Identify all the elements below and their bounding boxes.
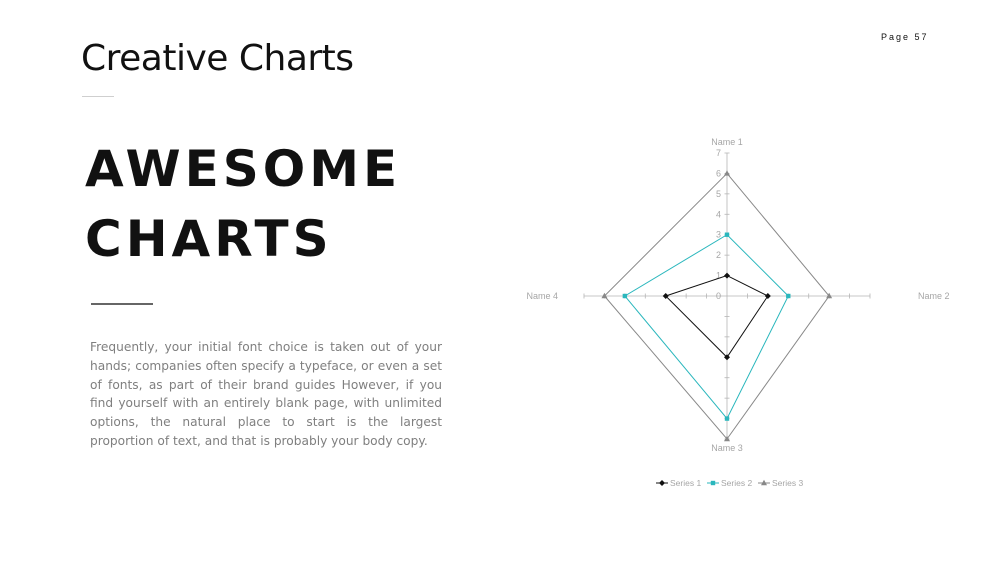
radar-series-2-point: [725, 233, 729, 237]
page-title: Creative Charts: [81, 38, 354, 79]
radar-tick-label: 1: [716, 270, 722, 281]
radar-category-label: Name 3: [711, 443, 743, 453]
legend-series-1-label: Series 1: [670, 478, 702, 488]
radar-series-1-point: [724, 273, 730, 279]
radar-tick-label: 4: [716, 209, 722, 220]
legend-series-2-marker: [711, 481, 715, 485]
radar-tick-label: 3: [716, 229, 722, 240]
headline-line-2: CHARTS: [85, 210, 333, 268]
radar-series-1-point: [765, 293, 771, 299]
page-number: Page 57: [881, 32, 929, 42]
radar-series-2-point: [786, 294, 790, 298]
radar-category-label: Name 1: [711, 137, 743, 147]
radar-tick-label: 0: [716, 291, 722, 301]
headline-line-1: AWESOME: [85, 140, 402, 198]
radar-series-1-line: [666, 276, 768, 358]
radar-series-3-point: [724, 170, 730, 175]
legend-series-3-label: Series 3: [772, 478, 804, 488]
radar-category-label: Name 2: [918, 291, 950, 301]
legend-series-1-marker: [659, 480, 665, 486]
radar-series-2-point: [725, 416, 729, 420]
radar-tick-label: 6: [716, 168, 722, 179]
radar-tick-label: 5: [716, 188, 722, 199]
radar-category-label: Name 4: [526, 291, 558, 301]
legend-series-2-label: Series 2: [721, 478, 753, 488]
radar-series-2-point: [623, 294, 627, 298]
radar-tick-label: 7: [716, 148, 722, 158]
body-text: Frequently, your initial font choice is taken out of your hands; companies often specify a typeface, or even a set of fonts, as part of their brand guides However, if you find yourself with an entirely blank page, with unlimited options, the natural place to start is the largest proportion of text, and that is probably your body copy.: [90, 340, 442, 448]
radar-series-2-line: [625, 235, 788, 419]
radar-tick-label: 2: [716, 250, 722, 261]
